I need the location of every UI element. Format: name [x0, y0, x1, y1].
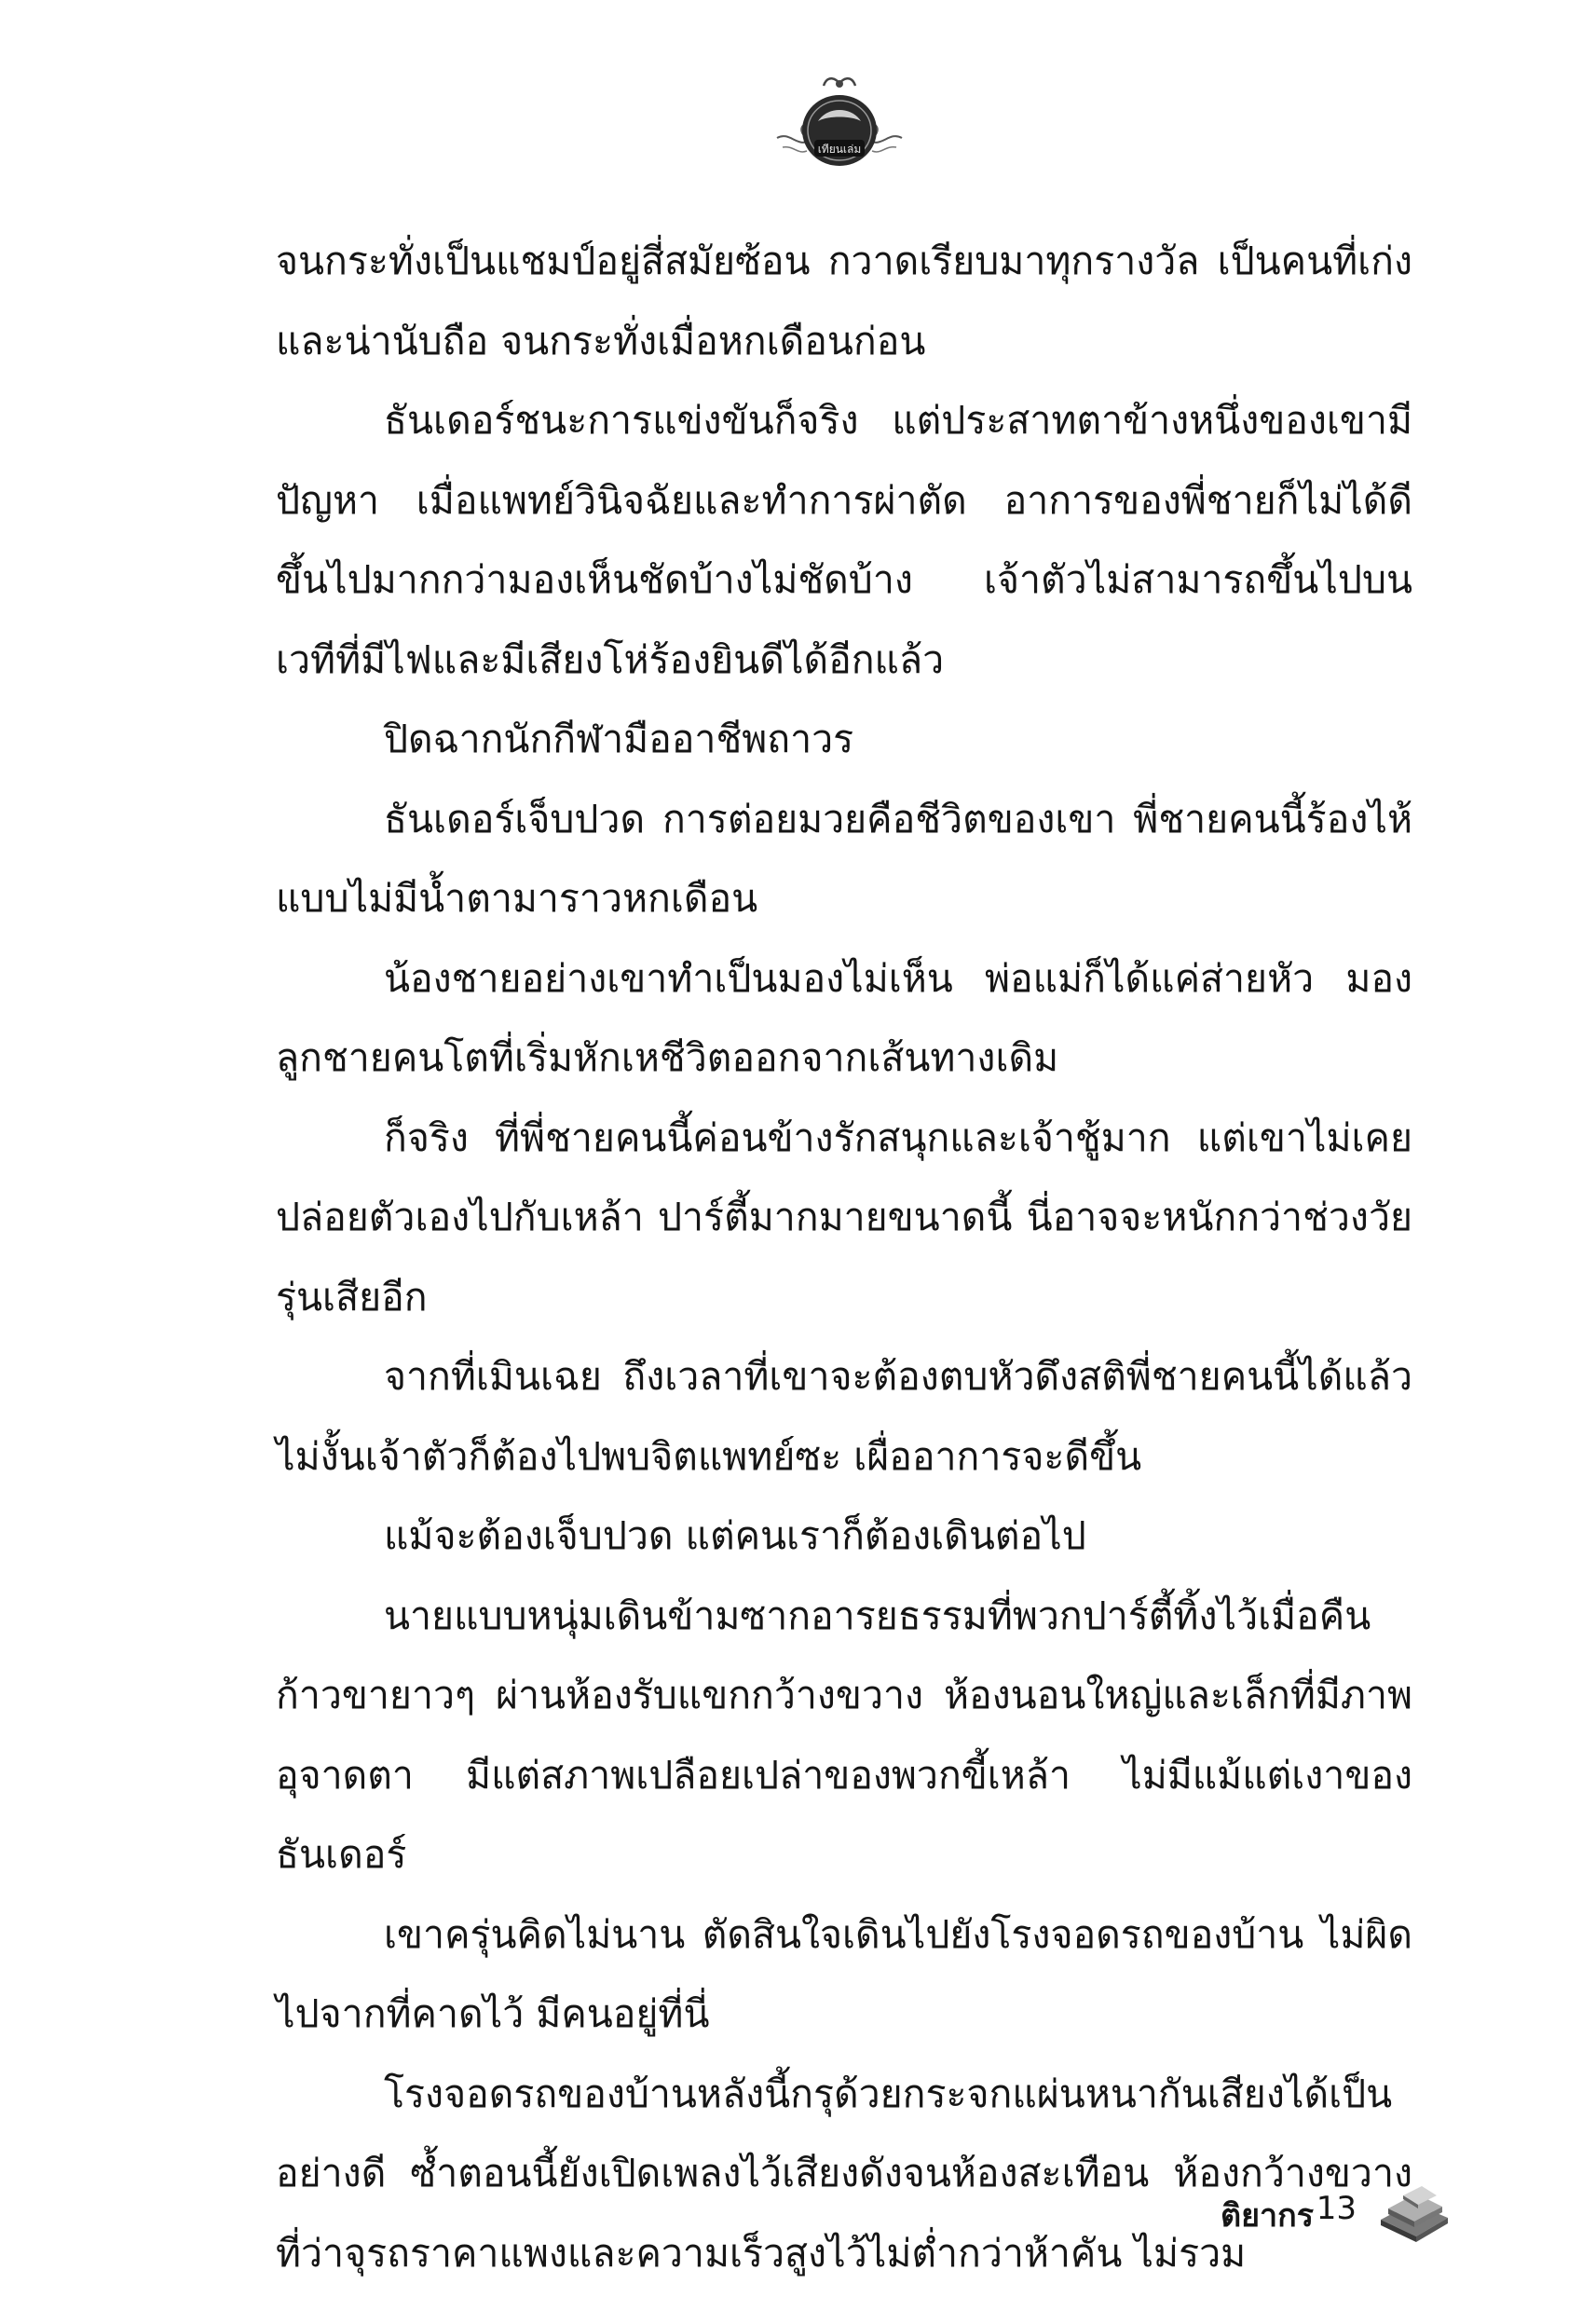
page-footer	[1099, 2182, 1453, 2248]
paragraph: เขาครุ่นคิดไม่นาน ตัดสินใจเดินไปยังโรงจอดรถของบ้าน ไม่ผิดไปจากที่คาดไว้ มีคนอยู่ที่นี่	[276, 1911, 1412, 2036]
paragraph: โรงจอดรถของบ้านหลังนี้กรุด้วยกระจกแผ่นหนากันเสียงได้เป็นอย่างดี ซ้ำตอนนี้ยังเปิดเพลงไว้เสียงดังจนห้องสะเทือน ห้องกว้างขวางที่ว่าจุรถราคาแพงและความเร็วสูงไว้ไม่ต่ำกว่าห้าคัน ไม่รวม	[276, 2071, 1412, 2276]
book-title: ติยากร	[1221, 2197, 1314, 2235]
page-number: 13	[1316, 2190, 1357, 2227]
series-emblem-icon	[770, 65, 909, 177]
paragraph: จากที่เมินเฉย ถึงเวลาที่เขาจะต้องตบหัวดึงสติพี่ชายคนนี้ได้แล้ว ไม่งั้นเจ้าตัวก็ต้องไปพบจิตแพทย์ซะ เผื่ออาการจะดีขึ้น	[276, 1354, 1412, 1479]
paragraph: นายแบบหนุ่มเดินข้ามซากอารยธรรมที่พวกปาร์ตี้ทิ้งไว้เมื่อคืน ก้าวขายาวๆ ผ่านห้องรับแขกกว้างขวาง ห้องนอนใหญ่และเล็กที่มีภาพอุจาดตา มีแต่สภาพเปลือยเปล่าของพวกขี้เหล้า ไม่มีแม้แต่เงาของธันเดอร์	[276, 1593, 1412, 1877]
paragraph: ธันเดอร์เจ็บปวด การต่อยมวยคือชีวิตของเขา พี่ชายคนนี้ร้องไห้แบบไม่มีน้ำตามาราวหกเดือน	[276, 796, 1412, 921]
logo-lettering: เทียนเล่ม	[817, 143, 862, 156]
paragraph: แม้จะต้องเจ็บปวด แต่คนเราก็ต้องเดินต่อไป	[384, 1513, 1086, 1558]
paragraph: จนกระทั่งเป็นแชมป์อยู่สี่สมัยซ้อน กวาดเรียบมาทุกรางวัล เป็นคนที่เก่งและน่านับถือ จนกระทั่งเมื่อหกเดือนก่อน	[276, 239, 1412, 363]
paragraph: ปิดฉากนักกีฬามืออาชีพถาวร	[384, 717, 854, 761]
paragraph: ก็จริง ที่พี่ชายคนนี้ค่อนข้างรักสนุกและเจ้าชู้มาก แต่เขาไม่เคยปล่อยตัวเองไปกับเหล้า ปาร์ตี้มากมายขนาดนี้ นี่อาจจะหนักกว่าช่วงวัยรุ่นเสียอีก	[276, 1114, 1412, 1320]
paragraph: ธันเดอร์ชนะการแข่งขันก็จริง แต่ประสาทตาข้างหนึ่งของเขามีปัญหา เมื่อแพทย์วินิจฉัยและทำการผ่าตัด อาการของพี่ชายก็ไม่ได้ดีขึ้นไปมากกว่ามองเห็นชัดบ้างไม่ชัดบ้าง เจ้าตัวไม่สามารถขึ้นไปบนเวทีที่มีไฟและมีเสียงโห่ร้องยินดีได้อีกแล้ว	[276, 398, 1412, 682]
book-stack-icon	[1375, 2182, 1453, 2248]
paragraph: น้องชายอย่างเขาทำเป็นมองไม่เห็น พ่อแม่ก็ได้แค่ส่ายหัว มองลูกชายคนโตที่เริ่มหักเหชีวิตออกจากเส้นทางเดิม	[276, 955, 1412, 1080]
